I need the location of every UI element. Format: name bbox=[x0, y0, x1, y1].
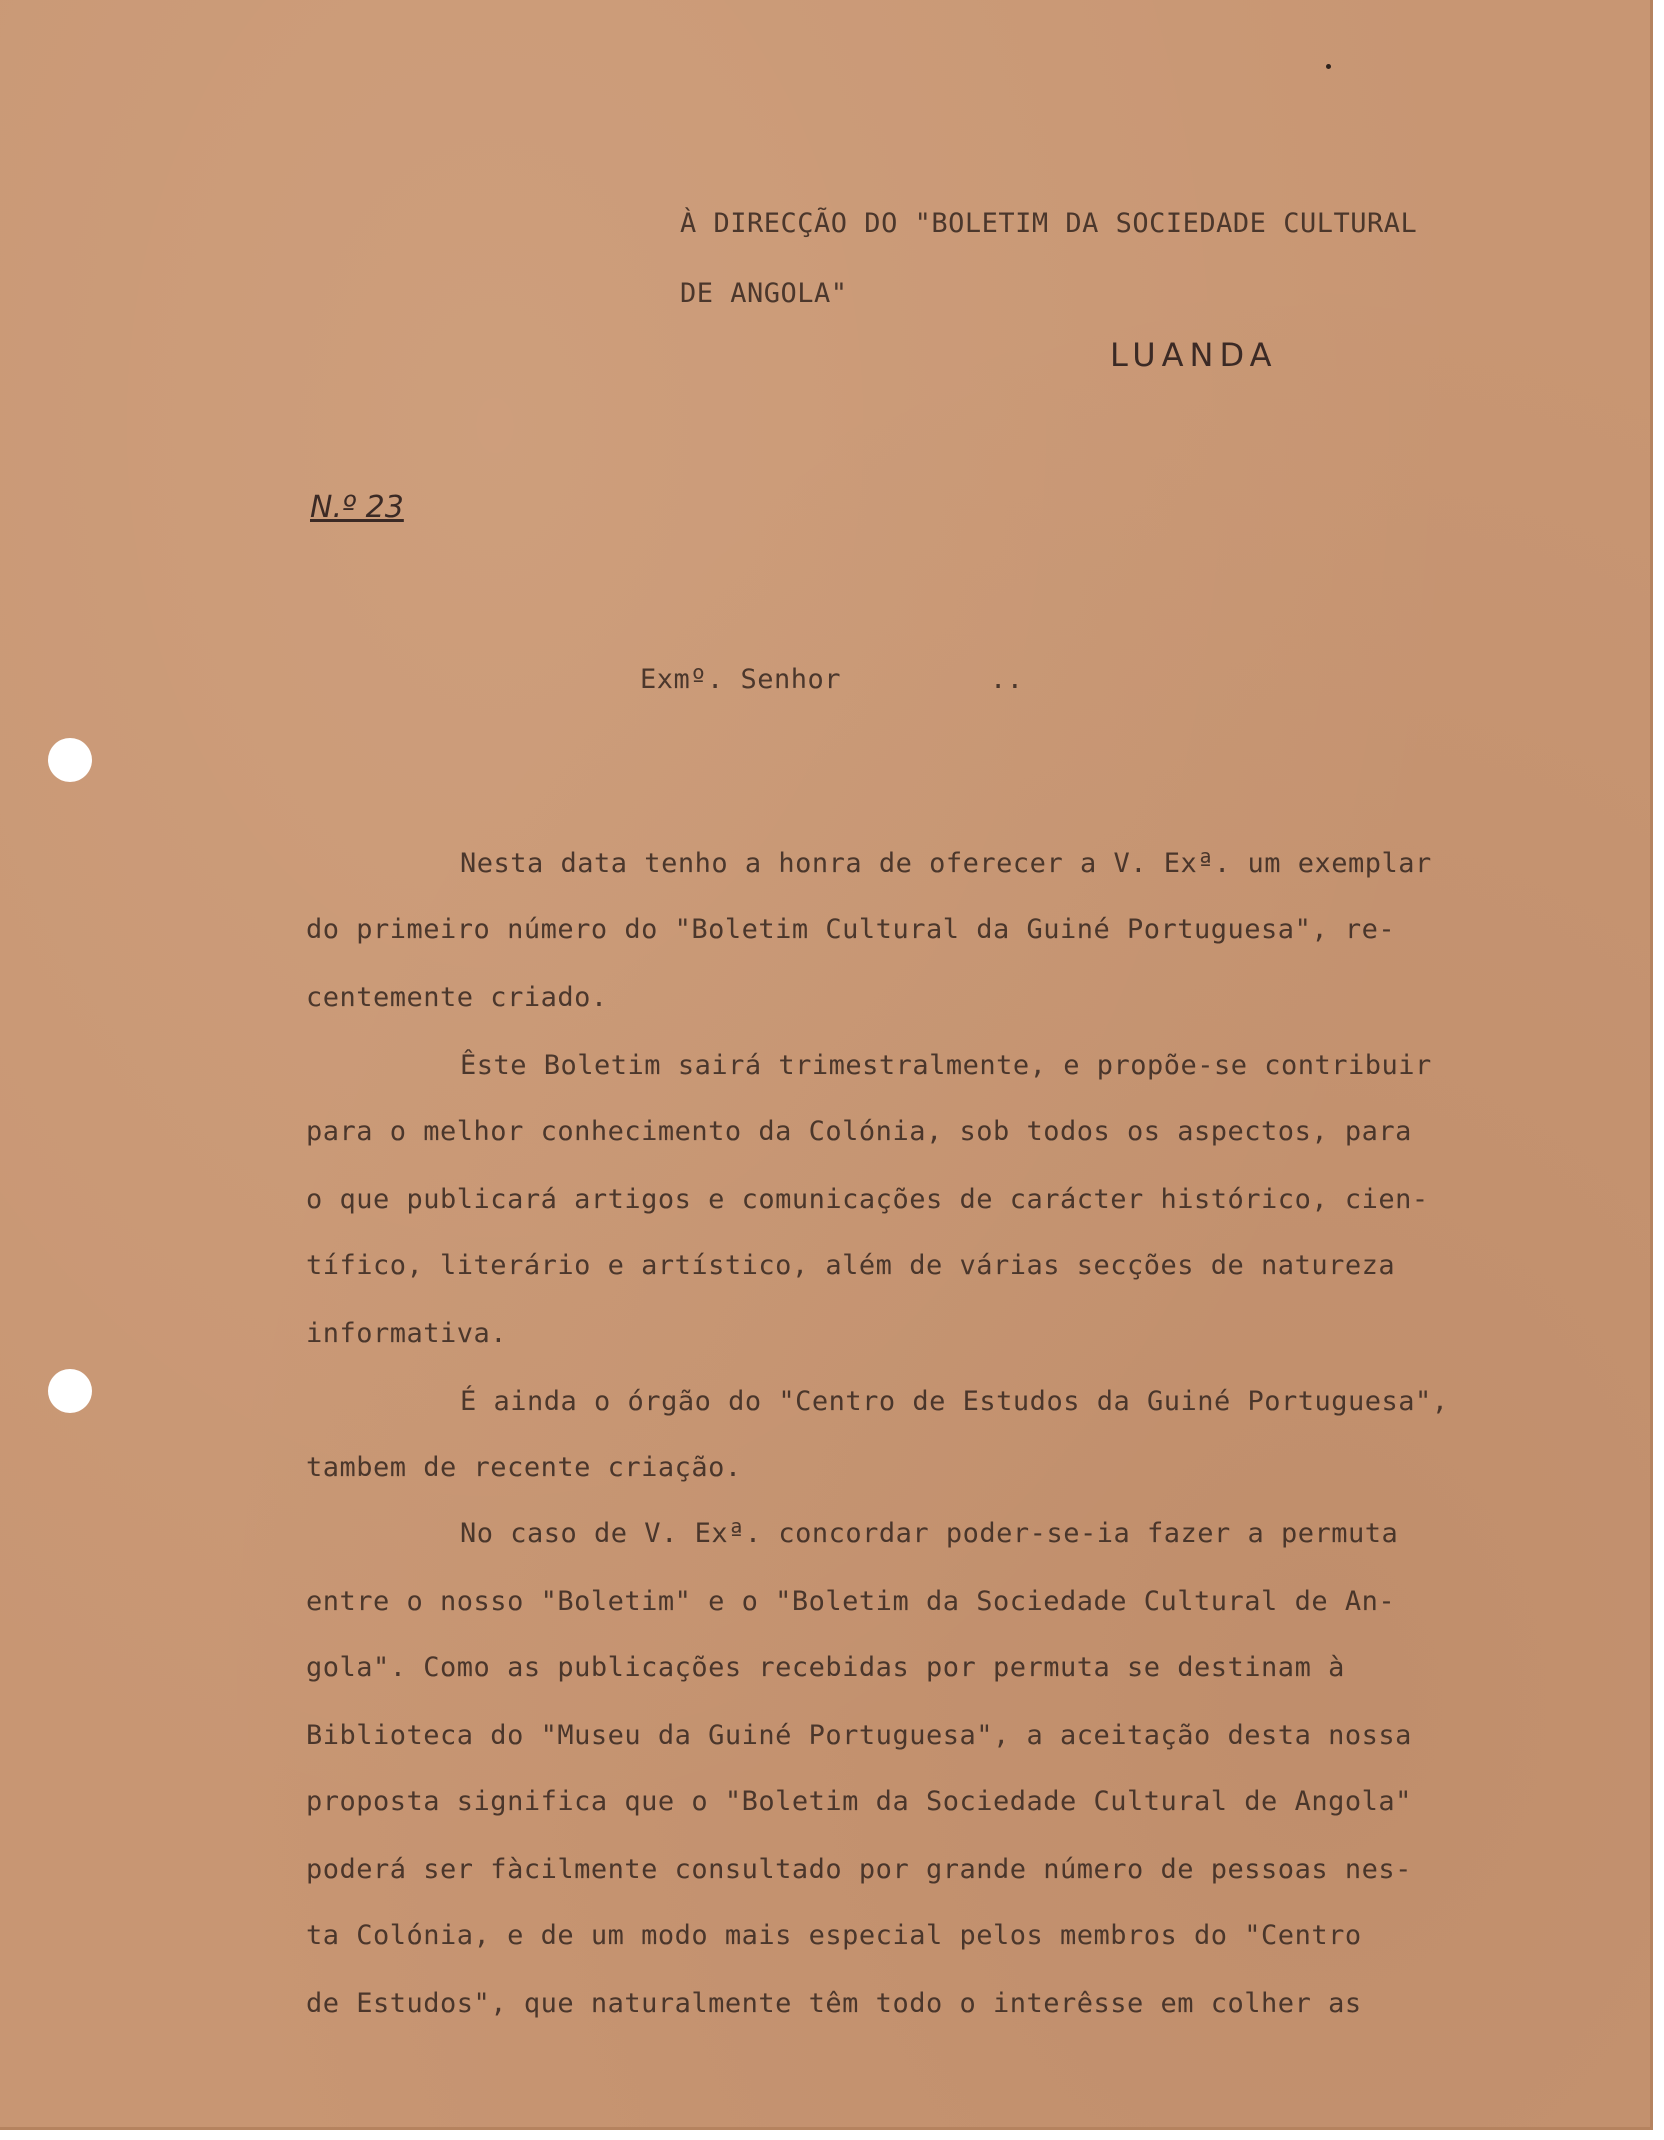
body-line: de Estudos", que naturalmente têm todo o interêsse em colher as bbox=[306, 1988, 1362, 2019]
punch-hole-top bbox=[48, 738, 92, 782]
punch-hole-bottom bbox=[48, 1369, 92, 1413]
body-line: entre o nosso "Boletim" e o "Boletim da Sociedade Cultural de An- bbox=[306, 1586, 1396, 1617]
body-line: tambem de recente criação. bbox=[306, 1452, 742, 1483]
body-line: Êste Boletim sairá trimestralmente, e propõe-se contribuir bbox=[460, 1050, 1432, 1081]
body-line: gola". Como as publicações recebidas por permuta se destinam à bbox=[306, 1652, 1345, 1683]
body-line: para o melhor conhecimento da Colónia, sob todos os aspectos, para bbox=[306, 1116, 1412, 1147]
addressee-line-2: DE ANGOLA" bbox=[680, 278, 848, 309]
handwritten-reference: N.º 23 bbox=[310, 490, 404, 525]
body-line: Nesta data tenho a honra de oferecer a V. Exª. um exemplar bbox=[460, 848, 1432, 879]
salutation: Exmº. Senhor bbox=[640, 664, 842, 695]
body-line: o que publicará artigos e comunicações de carácter histórico, cien- bbox=[306, 1184, 1429, 1215]
body-line: tífico, literário e artístico, além de várias secções de natureza bbox=[306, 1250, 1396, 1281]
body-line: do primeiro número do "Boletim Cultural da Guiné Portuguesa", re- bbox=[306, 914, 1396, 945]
addressee-line-1: À DIRECÇÃO DO "BOLETIM DA SOCIEDADE CULTURAL bbox=[680, 208, 1418, 239]
body-line: poderá ser fàcilmente consultado por grande número de pessoas nes- bbox=[306, 1854, 1412, 1885]
body-line: Biblioteca do "Museu da Guiné Portuguesa", a aceitação desta nossa bbox=[306, 1720, 1412, 1751]
body-line: No caso de V. Exª. concordar poder-se-ia fazer a permuta bbox=[460, 1518, 1399, 1549]
ink-speck bbox=[1326, 64, 1331, 69]
handwritten-city: LUANDA bbox=[1110, 336, 1278, 374]
body-line: É ainda o órgão do "Centro de Estudos da Guiné Portuguesa", bbox=[460, 1386, 1449, 1417]
body-line: informativa. bbox=[306, 1318, 508, 1349]
body-line: proposta significa que o "Boletim da Sociedade Cultural de Angola" bbox=[306, 1786, 1412, 1817]
body-line: ta Colónia, e de um modo mais especial pelos membros do "Centro bbox=[306, 1920, 1362, 1951]
body-line: centemente criado. bbox=[306, 982, 608, 1013]
salutation-dots: .. bbox=[990, 664, 1024, 695]
